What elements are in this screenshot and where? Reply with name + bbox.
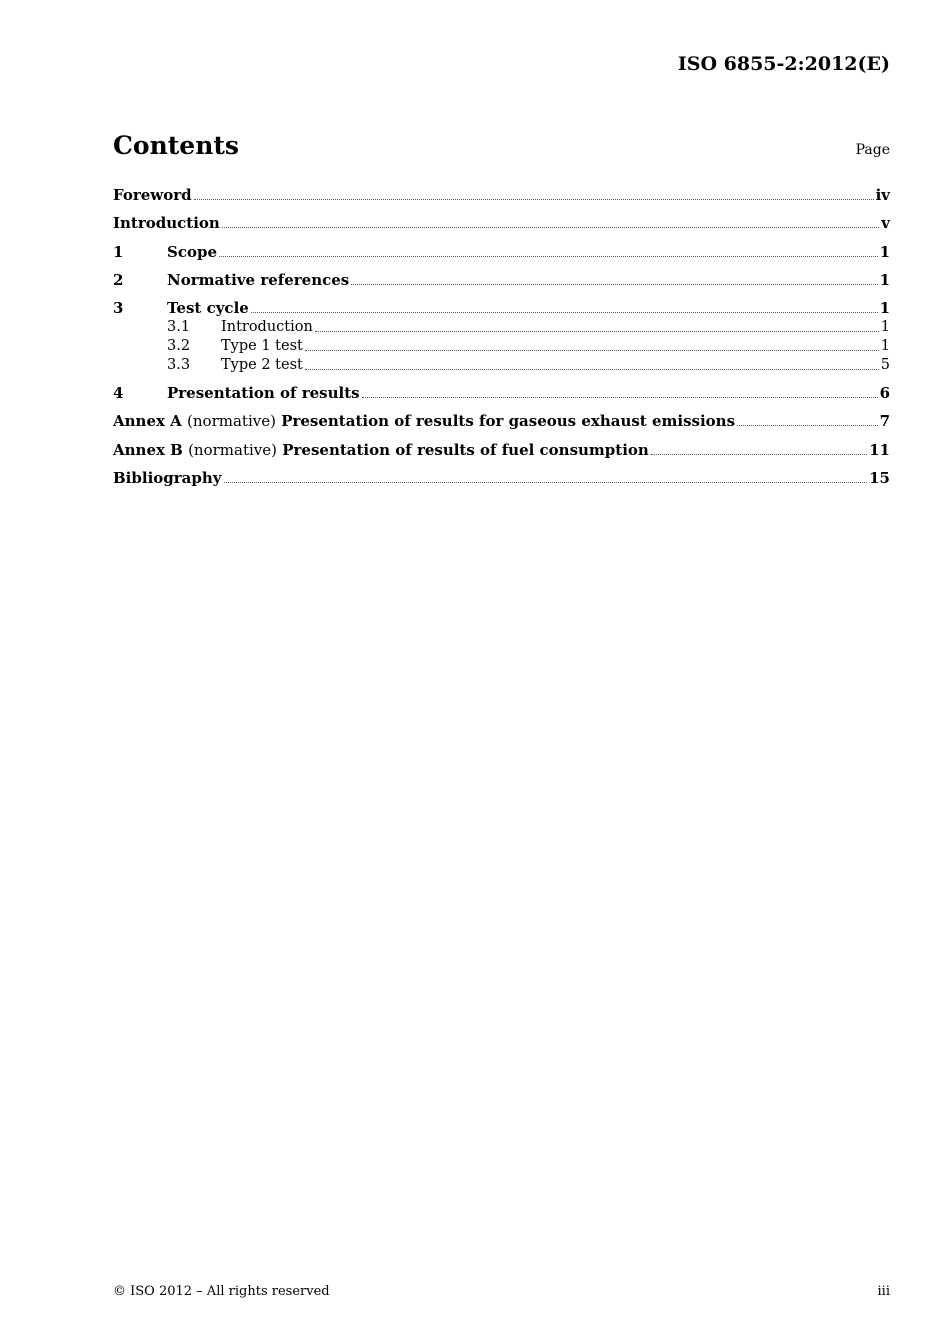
toc-entry-page: 1 xyxy=(879,242,890,261)
page-column-label: Page xyxy=(855,142,890,158)
toc-entry-number: 1 xyxy=(113,242,124,261)
dot-leader xyxy=(219,256,878,257)
toc-entry-label: Test cycle xyxy=(167,299,249,318)
toc-entry-page: 15 xyxy=(869,469,890,488)
toc-entry-annex-a[interactable] xyxy=(113,412,890,431)
toc-entry-page: v xyxy=(881,214,890,233)
toc-entry-scope[interactable] xyxy=(113,243,890,262)
toc-entry-page: 1 xyxy=(879,270,890,289)
toc-entry-number: 2 xyxy=(113,270,124,289)
toc-entry-introduction[interactable] xyxy=(113,214,890,233)
toc-entry-bibliography[interactable] xyxy=(113,469,890,488)
toc-entry-number: 3.1 xyxy=(167,319,191,336)
dot-leader xyxy=(251,312,878,313)
toc-entry-page: 6 xyxy=(879,384,890,403)
toc-entry-label: Type 2 test xyxy=(221,357,303,374)
toc-subentry-introduction[interactable] xyxy=(113,318,890,337)
toc-entry-label: Normative references xyxy=(167,270,350,289)
toc-entry-page: 11 xyxy=(869,440,890,459)
toc-entry-page: 5 xyxy=(880,357,890,374)
toc-entry-page: iv xyxy=(875,186,890,204)
toc-entry-label: Introduction xyxy=(221,319,313,336)
toc-entry-label: Scope xyxy=(167,242,218,261)
dot-leader xyxy=(651,454,867,455)
toc-subentry-type-2-test[interactable] xyxy=(113,356,890,375)
toc-entry-number: 4 xyxy=(113,384,124,403)
toc-entry-presentation-of-results[interactable] xyxy=(113,384,890,403)
annex-title: Presentation of results of fuel consumption xyxy=(282,440,649,459)
document-id: ISO 6855-2:2012(E) xyxy=(677,53,890,75)
toc-entry-label: Type 1 test xyxy=(221,338,303,355)
toc-entry-label: Presentation of results xyxy=(167,384,360,403)
toc-entry-page: 1 xyxy=(879,299,890,318)
toc-entry-page: 1 xyxy=(880,338,890,355)
dot-leader xyxy=(222,227,879,228)
dot-leader xyxy=(351,284,877,285)
dot-leader xyxy=(305,369,879,370)
dot-leader xyxy=(224,482,868,483)
toc-subentry-type-1-test[interactable] xyxy=(113,337,890,356)
toc-entry-test-cycle[interactable] xyxy=(113,299,890,318)
toc-entry-annex-b[interactable] xyxy=(113,441,890,460)
table-of-contents xyxy=(113,186,890,497)
dot-leader xyxy=(315,331,879,332)
toc-entry-foreword[interactable] xyxy=(113,186,890,205)
annex-qualifier: (normative) xyxy=(188,440,277,459)
toc-entry-label: Introduction xyxy=(113,214,220,233)
toc-entry-page: 7 xyxy=(879,412,890,431)
toc-entry-number: 3 xyxy=(113,299,124,318)
toc-entry-label xyxy=(113,441,649,460)
toc-entry-label: Foreword xyxy=(113,186,192,204)
annex-id: Annex A xyxy=(113,412,182,431)
dot-leader xyxy=(737,425,878,426)
copyright-notice: © ISO 2012 – All rights reserved xyxy=(113,1284,330,1299)
annex-title: Presentation of results for gaseous exhaust emissions xyxy=(281,412,736,431)
toc-entry-label xyxy=(113,412,735,431)
dot-leader xyxy=(305,350,879,351)
toc-entry-page: 1 xyxy=(880,319,890,336)
toc-entry-number: 3.2 xyxy=(167,338,191,355)
dot-leader xyxy=(362,397,878,398)
toc-entry-normative-references[interactable] xyxy=(113,271,890,290)
toc-entry-label: Bibliography xyxy=(113,469,222,488)
toc-entry-number: 3.3 xyxy=(167,357,191,374)
annex-id: Annex B xyxy=(113,440,183,459)
dot-leader xyxy=(194,199,874,200)
annex-qualifier: (normative) xyxy=(187,412,276,431)
contents-title: Contents xyxy=(113,131,240,160)
page-number: iii xyxy=(877,1284,890,1299)
